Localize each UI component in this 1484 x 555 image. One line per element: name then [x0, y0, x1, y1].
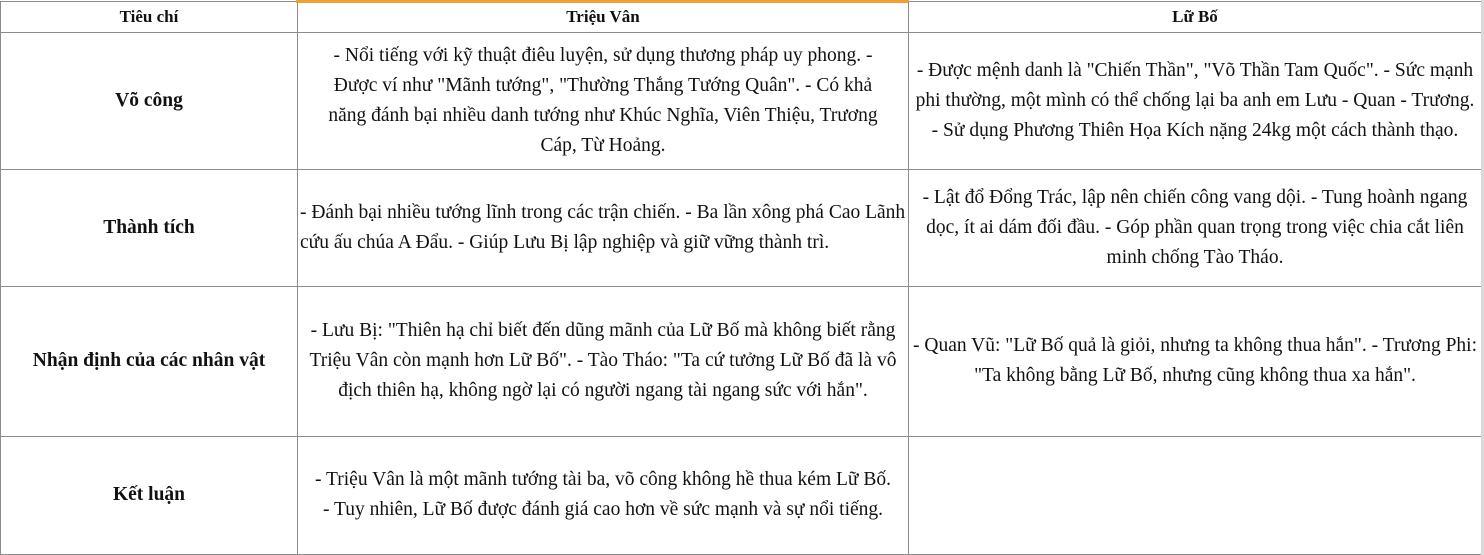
table-row: [1, 286, 1482, 436]
criterion-cell[interactable]: Nhận định của các nhân vật: [1, 286, 298, 436]
lu-bo-cell[interactable]: [909, 436, 1482, 554]
trieu-van-cell[interactable]: - Triệu Vân là một mãnh tướng tài ba, võ công không hề thua kém Lữ Bố. - Tuy nhiên, Lữ Bố được đánh giá cao hơn về sức mạnh và sự nổi tiếng.: [298, 436, 909, 554]
header-cell-criterion[interactable]: Tiêu chí: [1, 1, 298, 32]
criterion-cell[interactable]: Võ công: [1, 32, 298, 169]
lu-bo-cell[interactable]: - Được mệnh danh là "Chiến Thần", "Võ Thần Tam Quốc". - Sức mạnh phi thường, một mình có thể chống lại ba anh em Lưu - Quan - Trương. - Sử dụng Phương Thiên Họa Kích nặng 24kg một cách thành thạo.: [909, 32, 1482, 169]
criterion-cell[interactable]: Kết luận: [1, 436, 298, 554]
header-cell-trieu-van[interactable]: Triệu Vân: [298, 1, 909, 32]
trieu-van-cell[interactable]: - Nổi tiếng với kỹ thuật điêu luyện, sử dụng thương pháp uy phong. - Được ví như "Mãnh tướng", "Thường Thắng Tướng Quân". - Có khả năng đánh bại nhiều danh tướng như Khúc Nghĩa, Viên Thiệu, Trương Cáp, Từ Hoảng.: [298, 32, 909, 169]
trieu-van-cell[interactable]: - Lưu Bị: "Thiên hạ chỉ biết đến dũng mãnh của Lữ Bố mà không biết rằng Triệu Vân còn mạnh hơn Lữ Bố". - Tào Tháo: "Ta cứ tưởng Lữ Bố đã là vô địch thiên hạ, không ngờ lại có người ngang tài ngang sức với hắn".: [298, 286, 909, 436]
table-row: [1, 32, 1482, 169]
header-cell-lu-bo[interactable]: Lữ Bố: [909, 1, 1482, 32]
lu-bo-cell[interactable]: - Quan Vũ: "Lữ Bố quả là giỏi, nhưng ta không thua hắn". - Trương Phi: "Ta không bằng Lữ Bố, nhưng cũng không thua xa hắn".: [909, 286, 1482, 436]
criterion-cell[interactable]: Thành tích: [1, 169, 298, 286]
selection-highlight: [296, 0, 908, 3]
trieu-van-cell[interactable]: - Đánh bại nhiều tướng lĩnh trong các trận chiến. - Ba lần xông phá Cao Lãnh cứu ấu chúa A Đẩu. - Giúp Lưu Bị lập nghiệp và giữ vững thành trì.: [298, 169, 909, 286]
table-row: [1, 169, 1482, 286]
table-row: [1, 436, 1482, 554]
lu-bo-cell[interactable]: - Lật đổ Đổng Trác, lập nên chiến công vang dội. - Tung hoành ngang dọc, ít ai dám đối đầu. - Góp phần quan trọng trong việc chia cắt liên minh chống Tào Tháo.: [909, 169, 1482, 286]
header-row: [1, 1, 1482, 32]
